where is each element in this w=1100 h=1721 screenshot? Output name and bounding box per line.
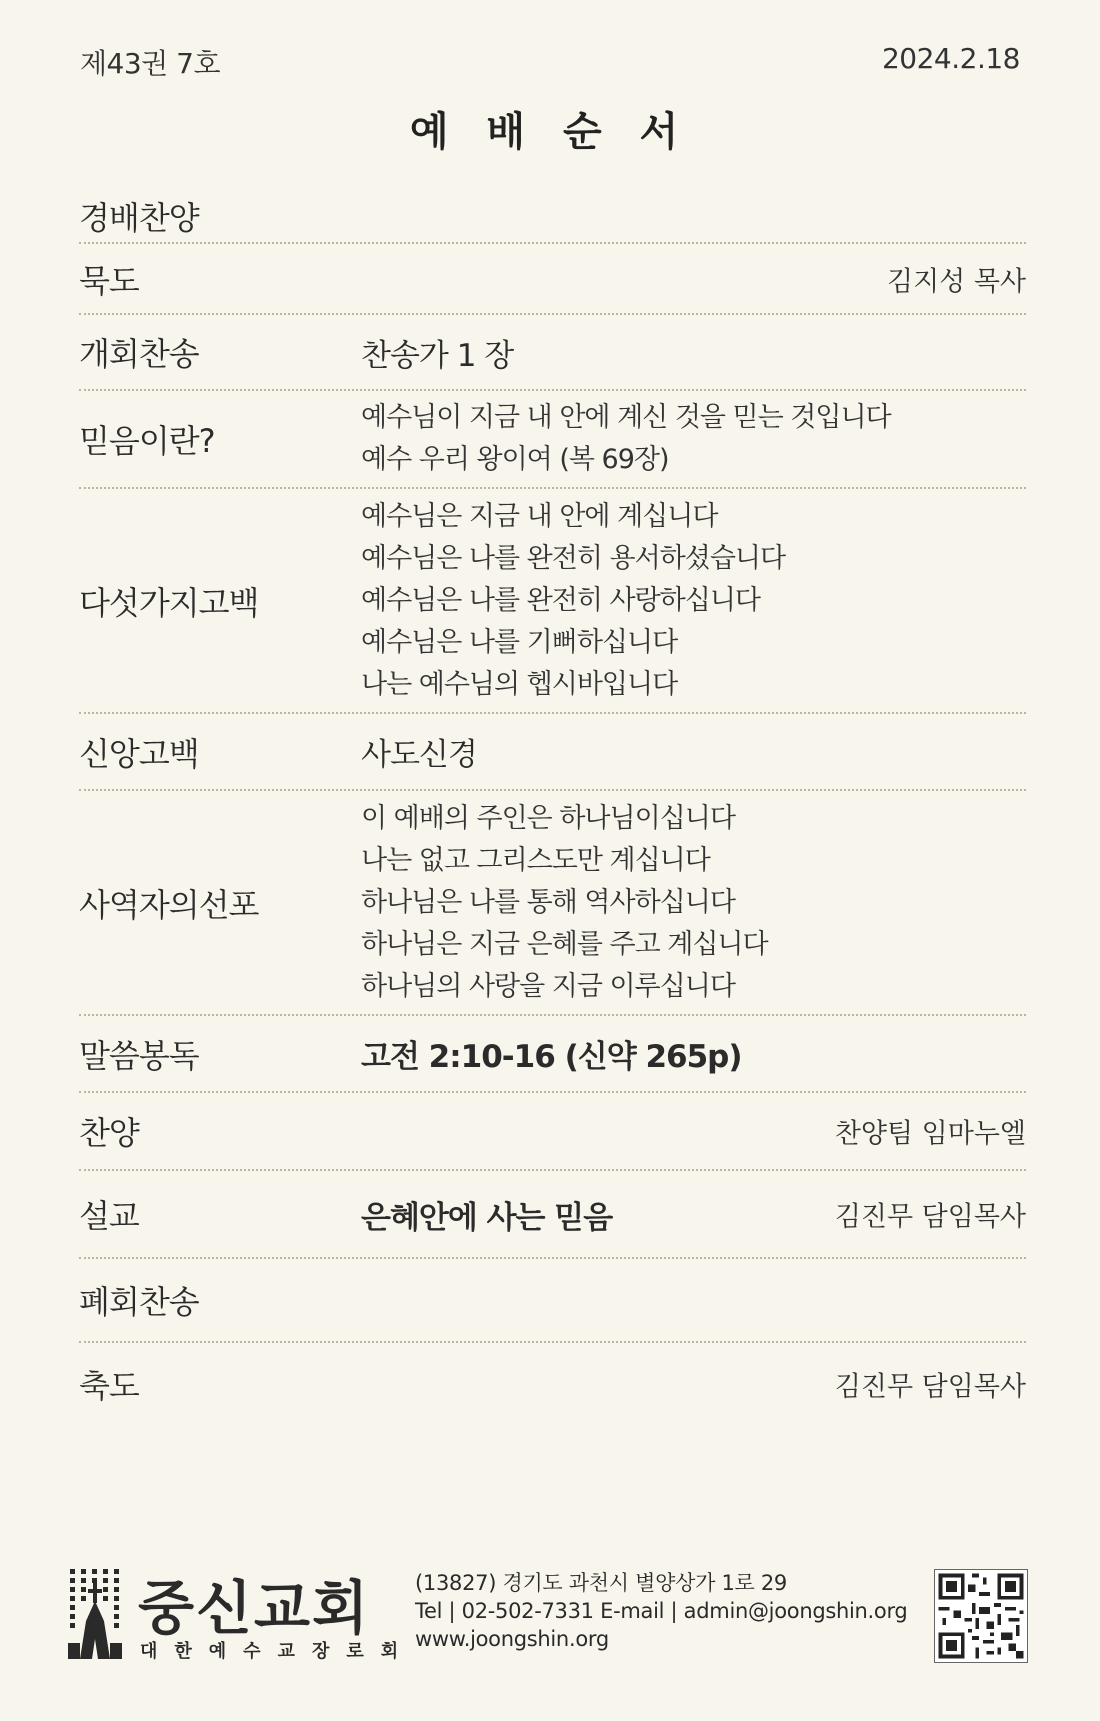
order-content: 사도신경: [361, 737, 477, 773]
content-line: 하나님은 나를 통해 역사하십니다: [361, 886, 735, 918]
order-row-scripture-reading: [79, 1016, 1026, 1093]
order-label: 설교: [79, 1197, 139, 1235]
content-line: 예수님은 나를 기뻐하십니다: [361, 626, 678, 658]
content-line: 이 예배의 주인은 하나님이십니다: [361, 802, 735, 834]
church-contact-info: [415, 1569, 907, 1653]
worship-order: [79, 190, 1026, 1425]
order-row-opening-hymn: [79, 315, 1026, 391]
content-line: 예수님이 지금 내 안에 계신 것을 믿는 것입니다: [361, 402, 891, 433]
order-content: [361, 798, 1026, 1008]
church-address: (13827) 경기도 과천시 별양상가 1로 29: [415, 1571, 787, 1595]
order-row-sermon: [79, 1171, 1026, 1259]
order-label: 축도: [79, 1367, 139, 1405]
order-leader: 김진무 담임목사: [834, 1371, 1026, 1403]
church-name: 중신교회: [138, 1574, 371, 1642]
church-tower-logo-icon: [68, 1567, 128, 1663]
order-row-silent-prayer: [79, 244, 1026, 315]
content-line: 예수님은 지금 내 안에 계십니다: [361, 500, 718, 532]
bulletin-date: 2024.2.18: [881, 42, 1020, 75]
order-label: 폐회찬송: [79, 1283, 199, 1321]
order-row-creed: [79, 714, 1026, 791]
page-title: 예 배 순 서: [409, 109, 691, 155]
order-row-ministers-proclamation: [79, 791, 1026, 1016]
order-label: 말씀봉독: [79, 1036, 199, 1075]
order-row-praise: [79, 1093, 1026, 1171]
volume-number: 제43권 7호: [80, 47, 220, 80]
order-label: 묵도: [79, 261, 139, 300]
order-content: 찬송가 1 장: [361, 337, 514, 374]
order-content: [361, 397, 1026, 481]
order-content: [361, 496, 1026, 706]
qr-code-icon[interactable]: [934, 1569, 1028, 1663]
order-label: 개회찬송: [79, 335, 199, 373]
order-leader: 김지성 목사: [887, 266, 1026, 297]
content-line: 예수님은 나를 완전히 용서하셨습니다: [361, 542, 786, 574]
order-label: 사역자의선포: [79, 885, 259, 924]
order-leader: 찬양팀 임마누엘: [834, 1118, 1026, 1150]
order-label: 찬양: [79, 1114, 139, 1152]
content-line: 예수님은 나를 완전히 사랑하십니다: [361, 584, 760, 616]
order-row-praise-worship: [79, 190, 1026, 244]
order-leader: 김진무 담임목사: [834, 1201, 1026, 1233]
order-label: 경배찬양: [79, 199, 199, 237]
church-phone-email: Tel | 02-502-7331 E-mail | admin@joongshin.org: [415, 1599, 908, 1623]
order-label: 믿음이란?: [79, 422, 215, 460]
order-row-benediction: [79, 1343, 1026, 1425]
content-line: 나는 없고 그리스도만 계십니다: [361, 844, 710, 876]
content-line: 예수 우리 왕이여 (복 69장): [361, 444, 669, 475]
order-label: 신앙고백: [79, 734, 199, 773]
order-row-closing-hymn: [79, 1259, 1026, 1343]
content-line: 하나님의 사랑을 지금 이루십니다: [361, 970, 735, 1002]
church-website[interactable]: www.joongshin.org: [415, 1627, 609, 1651]
footer: [68, 1565, 1028, 1665]
sermon-title: 은혜안에 사는 믿음: [361, 1199, 613, 1236]
denomination: 대한예수교장로회: [140, 1641, 416, 1662]
order-content: 고전 2:10-16 (신약 265p): [361, 1039, 742, 1075]
order-row-five-confessions: [79, 489, 1026, 714]
content-line: 하나님은 지금 은혜를 주고 계십니다: [361, 928, 768, 960]
order-label: 다섯가지고백: [79, 583, 259, 622]
content-line: 나는 예수님의 헵시바입니다: [361, 668, 678, 700]
order-row-what-is-faith: [79, 391, 1026, 489]
